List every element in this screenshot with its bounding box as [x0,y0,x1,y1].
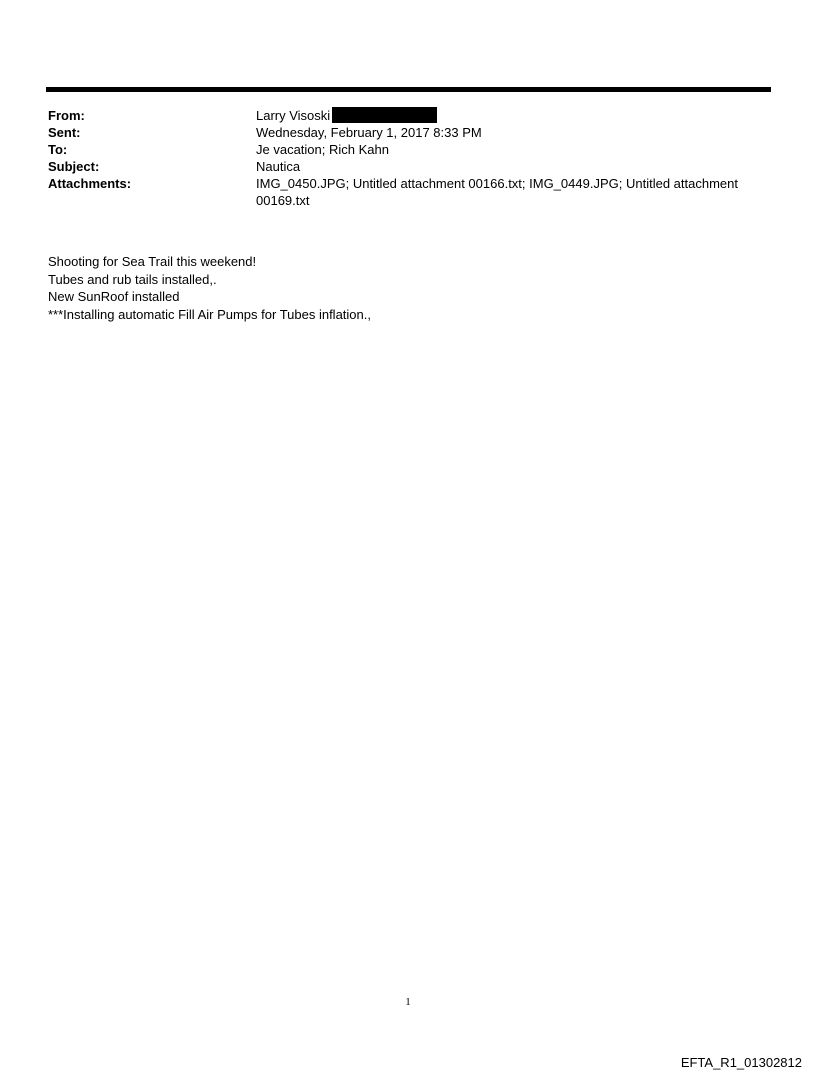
sent-value: Wednesday, February 1, 2017 8:33 PM [256,125,482,140]
header-divider [46,87,771,92]
sent-row [48,124,768,141]
from-name: Larry Visoski [256,108,331,123]
email-body [48,253,748,323]
attachments-row [48,175,768,209]
to-row [48,141,768,158]
attachments-label: Attachments: [48,176,132,191]
body-line: New SunRoof installed [48,289,180,304]
redaction-box [332,107,437,123]
body-line: ***Installing automatic Fill Air Pumps for Tubes inflation., [48,306,371,322]
subject-row [48,158,768,175]
subject-value: Nautica [256,159,301,174]
body-line: Shooting for Sea Trail this weekend! [48,254,257,269]
email-header [48,107,768,209]
subject-label: Subject: [48,159,100,174]
from-label: From: [48,108,85,123]
sent-label: Sent: [48,125,81,140]
from-value [256,107,768,124]
to-value: Je vacation; Rich Kahn [256,142,389,157]
body-line: Tubes and rub tails installed,. [48,271,217,287]
to-label: To: [48,142,68,157]
attachments-value: IMG_0450.JPG; Untitled attachment 00166.txt; IMG_0449.JPG; Untitled attachment 00169.txt [256,176,738,208]
document-id: EFTA_R1_01302812 [680,1055,802,1070]
from-row [48,107,768,124]
page-number: 1 [405,996,411,1008]
